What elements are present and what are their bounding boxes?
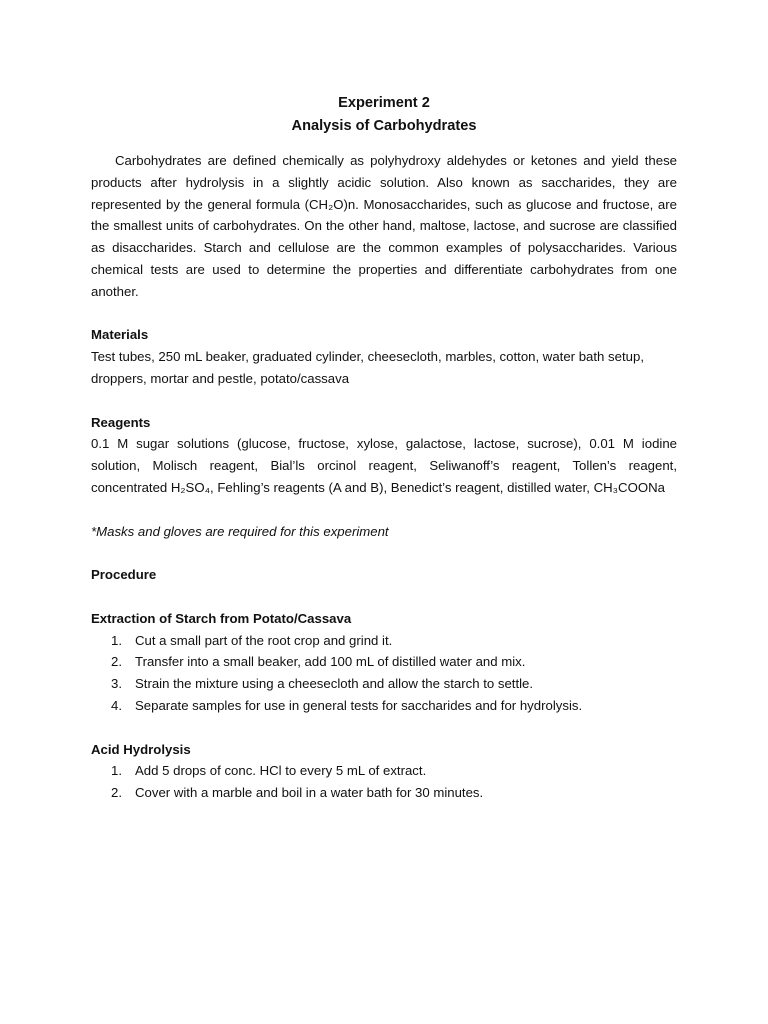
list-item xyxy=(91,673,677,695)
document-page xyxy=(91,92,677,804)
list-item xyxy=(91,782,677,804)
materials-text: Test tubes, 250 mL beaker, graduated cylinder, cheesecloth, marbles, cotton, water bath setup, droppers, mortar and pestle, potato/cassava xyxy=(91,349,644,386)
step-number: 2. xyxy=(111,785,122,801)
procedure-heading: Procedure xyxy=(91,567,157,583)
experiment-number: Experiment 2 xyxy=(338,95,430,111)
title-block xyxy=(91,92,677,138)
extraction-heading: Extraction of Starch from Potato/Cassava xyxy=(91,610,352,626)
step-number: 3. xyxy=(111,676,122,692)
step-text: Cut a small part of the root crop and grind it. xyxy=(135,632,393,648)
extraction-steps xyxy=(91,630,677,717)
list-item xyxy=(91,651,677,673)
experiment-title: Analysis of Carbohydrates xyxy=(291,118,477,134)
materials-heading: Materials xyxy=(91,327,149,343)
step-text: Cover with a marble and boil in a water bath for 30 minutes. xyxy=(135,785,484,801)
hydrolysis-steps xyxy=(91,760,677,804)
step-number: 1. xyxy=(111,763,122,779)
step-text: Transfer into a small beaker, add 100 mL of distilled water and mix. xyxy=(135,654,526,670)
reagents-text: 0.1 M sugar solutions (glucose, fructose, xylose, galactose, lactose, sucrose), 0.01 M iodine solution, Molisch reagent, Bial’ls orcinol reagent, Seliwanoff’s reagent, Tollen’s reagent, concentrated H₂SO₄, Fehling’s reagents (A and B), Benedict’s reagent, distilled water, CH₃COONa xyxy=(91,436,677,495)
safety-note: *Masks and gloves are required for this experiment xyxy=(91,523,389,539)
step-text: Add 5 drops of conc. HCl to every 5 mL of extract. xyxy=(135,763,427,779)
step-text: Strain the mixture using a cheesecloth and allow the starch to settle. xyxy=(135,676,534,692)
hydrolysis-heading: Acid Hydrolysis xyxy=(91,741,191,757)
step-number: 2. xyxy=(111,654,122,670)
list-item xyxy=(91,630,677,652)
step-text: Separate samples for use in general tests for saccharides and for hydrolysis. xyxy=(135,697,583,713)
step-number: 4. xyxy=(111,697,122,713)
list-item xyxy=(91,760,677,782)
intro-paragraph: Carbohydrates are defined chemically as polyhydroxy aldehydes or ketones and yield these products after hydrolysis in a slightly acidic solution. Also known as saccharides, they are represented by the general formula (CH₂O)n. Monosaccharides, such as glucose and fructose, are the smallest units of carbohydrates. On the other hand, maltose, lactose, and sucrose are classified as disaccharides. Starch and cellulose are the common examples of polysaccharides. Various chemical tests are used to determine the properties and differentiate carbohydrates from one another. xyxy=(91,153,677,299)
step-number: 1. xyxy=(111,632,122,648)
list-item xyxy=(91,695,677,717)
reagents-heading: Reagents xyxy=(91,414,151,430)
